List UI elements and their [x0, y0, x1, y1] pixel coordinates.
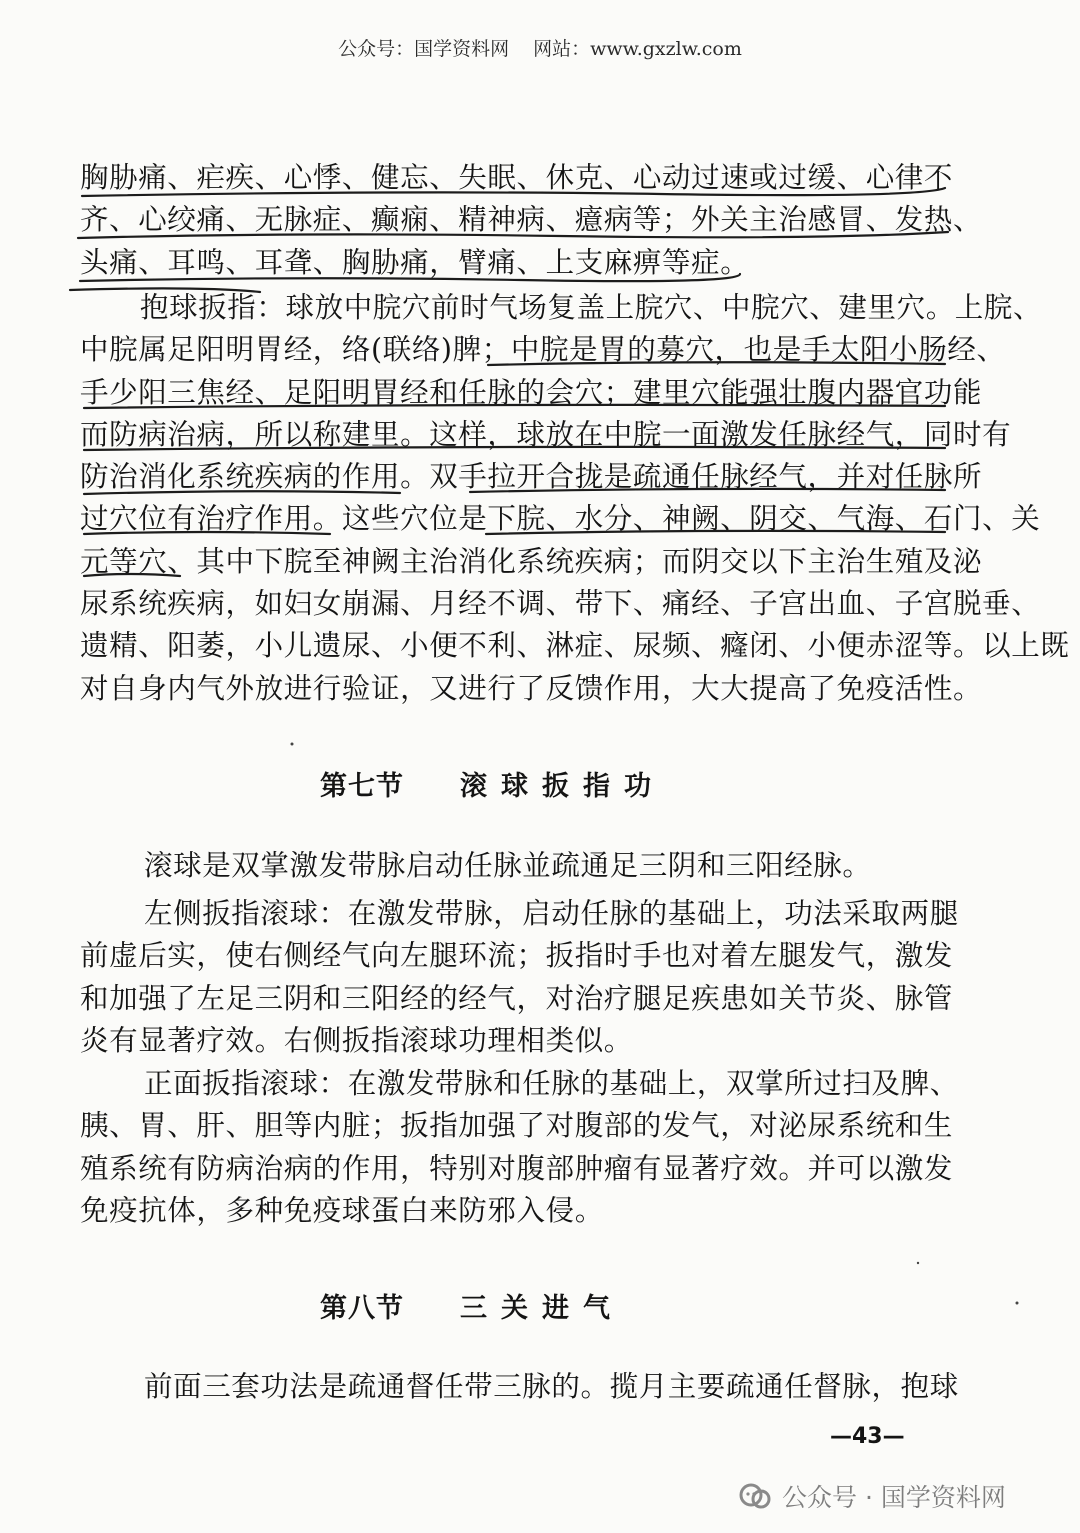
header-account: 公众号：国学资料网 — [338, 38, 510, 60]
text-line: 前虚后实，使右侧经气向左腿环流；扳指时手也对着左腿发气，激发 — [80, 939, 954, 973]
paragraph-three-sets — [80, 1366, 959, 1408]
text-line: 齐、心绞痛、无脉症、癫痫、精神病、癔病等；外关主治感冒、发热、 — [80, 203, 983, 237]
wechat-search-icon — [738, 1482, 772, 1510]
text-line: 和加强了左足三阴和三阳经的经气，对治疗腿足疾患如关节炎、脉管 — [80, 981, 954, 1015]
header-site: 网站：www.gxzlw.com — [533, 38, 742, 60]
text-line: 滚球是双掌激发带脉启动任脉並疏通足三阴和三阳经脉。 — [144, 849, 872, 882]
text-line: 头痛、耳鸣、耳聋、胸胁痛，臂痛、上支麻痹等症。 — [80, 245, 750, 279]
section-heading — [320, 764, 665, 803]
section-name: 滚球扳指功 — [460, 771, 665, 802]
watermark-text: 公众号 · 国学资料网 — [782, 1483, 1006, 1512]
text-line: 防治消化系统疾病的作用。双手拉开合拢是疏通任脉经气，并对任脉所 — [80, 460, 983, 494]
text-line: 手少阳三焦经、足阳明胃经和任脉的会穴；建里穴能强壮腹内器官功能 — [80, 375, 983, 409]
text-line: 免疫抗体，多种免疫球蛋白来防邪入侵。 — [80, 1193, 604, 1227]
text-line: 正面扳指滚球：在激发带脉和任脉的基础上，双掌所过扫及脾、 — [144, 1067, 959, 1100]
paragraph-continuation — [80, 157, 982, 284]
text-line: 殖系统有防病治病的作用，特别对腹部肿瘤有显著疗效。并可以激发 — [80, 1151, 954, 1185]
text-line: 遗精、阳萎，小儿遗尿、小便不利、淋症、尿频、癃闭、小便赤涩等。以上既 — [80, 629, 1070, 663]
text-line: 前面三套功法是疏通督任带三脉的。揽月主要疏通任督脉，抱球 — [144, 1370, 959, 1403]
paragraph-front — [80, 1063, 959, 1232]
page-header — [0, 34, 1080, 61]
text-line: 元等穴、其中下脘至神阙主治消化系统疾病；而阴交以下主治生殖及泌 — [80, 544, 983, 578]
text-line: 胸胁痛、疟疾、心悸、健忘、失眠、休克、心动过速或过缓、心律不 — [80, 161, 954, 194]
section-name: 三关进气 — [460, 1293, 624, 1324]
paragraph-rolling-ball — [80, 845, 872, 887]
section-number: 第八节 — [320, 1293, 404, 1324]
paragraph-hold-ball — [80, 287, 1069, 710]
text-line: 胰、胃、肝、胆等内脏；扳指加强了对腹部的发气，对泌尿系统和生 — [80, 1109, 954, 1143]
text-line: 炎有显著疗效。右侧扳指滚球功理相类似。 — [80, 1023, 633, 1057]
text-line: 过穴位有治疗作用。这些穴位是下脘、水分、神阙、阴交、气海、石门、关 — [80, 502, 1041, 536]
section-heading — [320, 1286, 624, 1325]
text-line: 左侧扳指滚球：在激发带脉，启动任脉的基础上，功法采取两腿 — [144, 897, 959, 930]
text-line: 抱球扳指：球放中脘穴前时气场复盖上脘穴、中脘穴、建里穴。上脘、 — [140, 291, 1043, 324]
text-line: 中脘属足阳明胃经，络(联络)脾；中脘是胃的募穴，也是手太阳小肠经、 — [80, 333, 1006, 367]
text-line: 对自身内气外放进行验证，又进行了反馈作用，大大提高了免疫活性。 — [80, 671, 983, 705]
watermark — [738, 1478, 1006, 1514]
section-number: 第七节 — [320, 771, 404, 802]
paragraph-left-side — [80, 893, 959, 1062]
page-number: —43— — [830, 1424, 905, 1449]
text-line: 尿系统疾病，如妇女崩漏、月经不调、带下、痛经、子宫出血、子宫脱垂、 — [80, 587, 1041, 621]
text-line: 而防病治病，所以称建里。这样，球放在中脘一面激发任脉经气，同时有 — [80, 417, 1012, 451]
